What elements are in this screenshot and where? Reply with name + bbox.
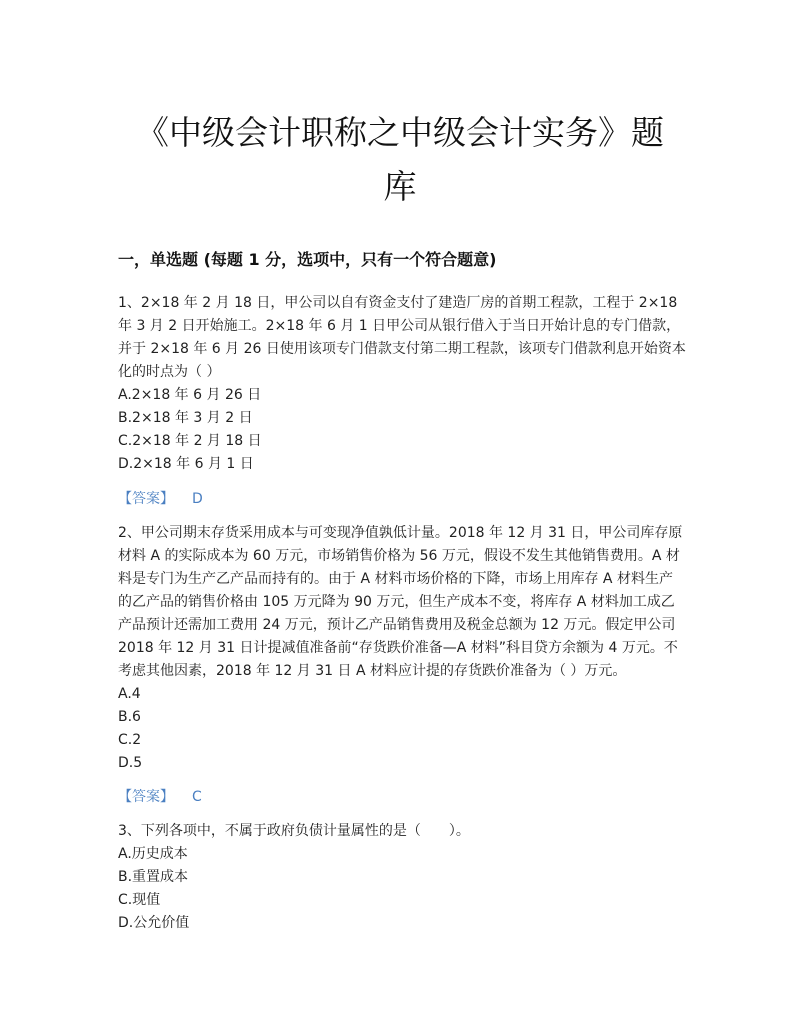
section-heading: 一，单选题 (每题 1 分，选项中，只有一个符合题意) — [118, 250, 497, 269]
answer-value: C — [192, 789, 202, 805]
option-b: B.重置成本 — [118, 869, 189, 885]
question-stem-line: 材料 A 的实际成本为 60 万元，市场销售价格为 56 万元，假设不发生其他销售费用。A 材 — [118, 548, 680, 564]
question-stem-line: 考虑其他因素，2018 年 12 月 31 日 A 材料应计提的存货跌价准备为（ ）万元。 — [118, 663, 627, 679]
option-b: B.2×18 年 3 月 2 日 — [118, 410, 253, 426]
question-stem-line: 3、下列各项中，不属于政府负债计量属性的是（ ）。 — [118, 823, 470, 839]
option-b: B.6 — [118, 709, 141, 725]
option-d: D.公允价值 — [118, 915, 190, 931]
option-a: A.2×18 年 6 月 26 日 — [118, 387, 262, 403]
option-a: A.历史成本 — [118, 846, 188, 862]
question-stem-line: 化的时点为（ ） — [118, 364, 221, 380]
question-1 — [118, 292, 690, 476]
title-line-1: 《中级会计职称之中级会计实务》题 — [136, 113, 664, 152]
option-c: C.2 — [118, 732, 142, 748]
answer-value: D — [192, 491, 203, 507]
document-title — [110, 106, 690, 214]
title-line-2: 库 — [383, 167, 417, 206]
question-stem-line: 的乙产品的销售价格由 105 万元降为 90 万元，但生产成本不变，将库存 A 材料加工成乙 — [118, 594, 675, 610]
option-c: C.现值 — [118, 892, 161, 908]
question-2 — [118, 522, 690, 775]
answer-2 — [118, 786, 202, 806]
question-stem-line: 2018 年 12 月 31 日计提减值准备前“存货跌价准备—A 材料”科目贷方余额为 4 万元。不 — [118, 640, 678, 656]
question-stem-line: 2、甲公司期末存货采用成本与可变现净值孰低计量。2018 年 12 月 31 日，甲公司库存原 — [118, 525, 683, 541]
answer-1 — [118, 488, 203, 508]
option-d: D.2×18 年 6 月 1 日 — [118, 456, 254, 472]
option-a: A.4 — [118, 686, 141, 702]
question-3 — [118, 820, 690, 935]
answer-label: 【答案】 — [118, 491, 174, 507]
question-stem-line: 产品预计还需加工费用 24 万元，预计乙产品销售费用及税金总额为 12 万元。假定甲公司 — [118, 617, 676, 633]
question-stem-line: 并于 2×18 年 6 月 26 日使用该项专门借款支付第二期工程款，该项专门借款利息开始资本 — [118, 341, 686, 357]
question-stem-line: 年 3 月 2 日开始施工。2×18 年 6 月 1 日甲公司从银行借入于当日开始计息的专门借款， — [118, 318, 681, 334]
option-c: C.2×18 年 2 月 18 日 — [118, 433, 262, 449]
question-stem-line: 料是专门为生产乙产品而持有的。由于 A 材料市场价格的下降，市场上用库存 A 材料生产 — [118, 571, 673, 587]
option-d: D.5 — [118, 755, 143, 771]
answer-label: 【答案】 — [118, 789, 174, 805]
question-stem-line: 1、2×18 年 2 月 18 日，甲公司以自有资金支付了建造厂房的首期工程款，工程于 2×18 — [118, 295, 678, 311]
